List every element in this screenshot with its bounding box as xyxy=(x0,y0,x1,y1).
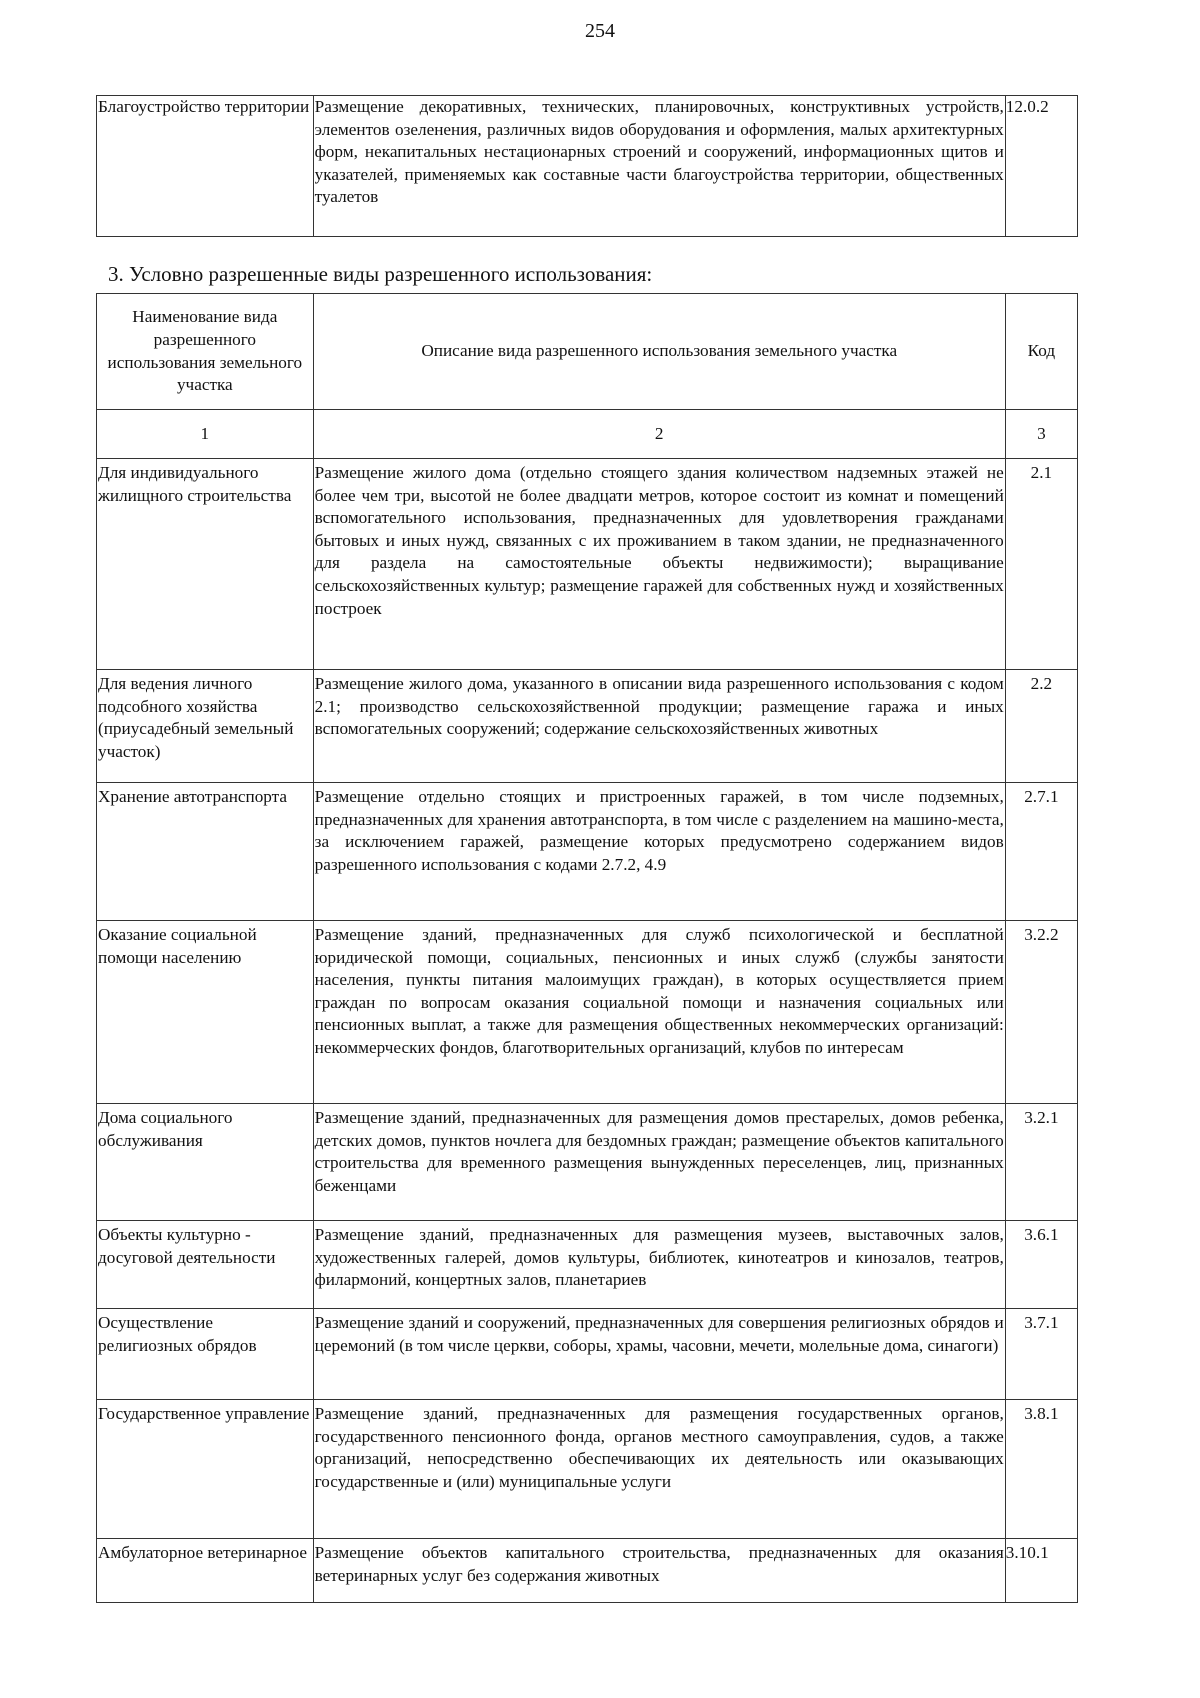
use-description-cell: Размещение декоративных, технических, планировочных, конструктивных устройств, элементов озеленения, различных видов оборудования и оформления, малых архитектурных форм, некапитальных нестационарных строений и сооружений, информационных щитов и указателей, применяемых как составные части благоустройства территории, общественных туалетов xyxy=(313,96,1005,237)
use-name-cell: Амбулаторное ветеринарное xyxy=(97,1539,314,1603)
use-description-cell: Размещение зданий, предназначенных для размещения государственных органов, государственного пенсионного фонда, органов местного самоуправления, судов, а также организаций, непосредственно обеспечивающих их деятельность или оказывающих государственные и (или) муниципальные услуги xyxy=(313,1400,1005,1539)
column-number: 3 xyxy=(1005,410,1077,459)
table-row xyxy=(97,670,1078,783)
column-numbers-row xyxy=(97,410,1078,459)
column-number: 2 xyxy=(313,410,1005,459)
table-row xyxy=(97,783,1078,921)
use-description-cell: Размещение зданий и сооружений, предназначенных для совершения религиозных обрядов и церемоний (в том числе церкви, соборы, храмы, часовни, мечети, молельные дома, синагоги) xyxy=(313,1309,1005,1400)
use-description-cell: Размещение отдельно стоящих и пристроенных гаражей, в том числе подземных, предназначенных для хранения автотранспорта, в том числе с разделением на машино-места, за исключением гаражей, размещение которых предусмотрено содержанием видов разрешенного использования с кодами 2.7.2, 4.9 xyxy=(313,783,1005,921)
use-code-cell: 3.8.1 xyxy=(1005,1400,1077,1539)
page-number: 254 xyxy=(585,20,615,42)
use-name-cell: Благоустройство территории xyxy=(97,96,314,237)
use-name-cell: Государственное управление xyxy=(97,1400,314,1539)
section-heading: 3. Условно разрешенные виды разрешенного использования: xyxy=(108,262,653,286)
table-row xyxy=(97,1400,1078,1539)
header-description: Описание вида разрешенного использования земельного участка xyxy=(313,294,1005,410)
use-description-cell: Размещение зданий, предназначенных для размещения музеев, выставочных залов, художественных галерей, домов культуры, библиотек, кинотеатров и кинозалов, театров, филармоний, концертных залов, планетариев xyxy=(313,1221,1005,1309)
conditional-uses-table xyxy=(96,293,1078,1603)
use-code-cell: 2.7.1 xyxy=(1005,783,1077,921)
use-code-cell: 2.2 xyxy=(1005,670,1077,783)
use-description-cell: Размещение зданий, предназначенных для размещения домов престарелых, домов ребенка, детских домов, пунктов ночлега для бездомных граждан; размещение объектов капитального строительства для временного размещения вынужденных переселенцев, лиц, признанных беженцами xyxy=(313,1104,1005,1221)
use-name-cell: Дома социального обслуживания xyxy=(97,1104,314,1221)
use-description-cell: Размещение зданий, предназначенных для служб психологической и бесплатной юридической помощи, социальных, пенсионных и иных служб (службы занятости населения, пункты питания малоимущих граждан), в которых осуществляется прием граждан по вопросам оказания социальной помощи и назначения социальных или пенсионных выплат, а также для размещения общественных некоммерческих организаций: некоммерческих фондов, благотворительных организаций, клубов по интересам xyxy=(313,921,1005,1104)
use-code-cell: 2.1 xyxy=(1005,459,1077,670)
use-code-cell: 3.2.2 xyxy=(1005,921,1077,1104)
column-number: 1 xyxy=(97,410,314,459)
use-description-cell: Размещение жилого дома, указанного в описании вида разрешенного использования с кодом 2.1; производство сельскохозяйственной продукции; размещение гаража и иных вспомогательных сооружений; содержание сельскохозяйственных животных xyxy=(313,670,1005,783)
table-row xyxy=(97,459,1078,670)
use-code-cell: 3.10.1 xyxy=(1005,1539,1077,1603)
continued-table xyxy=(96,95,1078,237)
use-name-cell: Осуществление религиозных обрядов xyxy=(97,1309,314,1400)
table-row xyxy=(97,96,1078,237)
table-row xyxy=(97,1309,1078,1400)
table-header-row xyxy=(97,294,1078,410)
header-code: Код xyxy=(1005,294,1077,410)
use-name-cell: Для индивидуального жилищного строительства xyxy=(97,459,314,670)
use-name-cell: Для ведения личного подсобного хозяйства (приусадебный земельный участок) xyxy=(97,670,314,783)
table-row xyxy=(97,1104,1078,1221)
header-name: Наименование вида разрешенного использования земельного участка xyxy=(97,294,314,410)
use-code-cell: 12.0.2 xyxy=(1005,96,1077,237)
table-row xyxy=(97,1539,1078,1603)
use-name-cell: Оказание социальной помощи населению xyxy=(97,921,314,1104)
table-row xyxy=(97,921,1078,1104)
use-description-cell: Размещение жилого дома (отдельно стоящего здания количеством надземных этажей не более чем три, высотой не более двадцати метров, которое состоит из комнат и помещений вспомогательного использования, предназначенных для удовлетворения гражданами бытовых и иных нужд, связанных с их проживанием в таком здании, не предназначенного для раздела на самостоятельные объекты недвижимости); выращивание сельскохозяйственных культур; размещение гаражей для собственных нужд и хозяйственных построек xyxy=(313,459,1005,670)
use-code-cell: 3.2.1 xyxy=(1005,1104,1077,1221)
table-row xyxy=(97,1221,1078,1309)
use-code-cell: 3.7.1 xyxy=(1005,1309,1077,1400)
use-code-cell: 3.6.1 xyxy=(1005,1221,1077,1309)
use-name-cell: Хранение автотранспорта xyxy=(97,783,314,921)
use-description-cell: Размещение объектов капитального строительства, предназначенных для оказания ветеринарных услуг без содержания животных xyxy=(313,1539,1005,1603)
use-name-cell: Объекты культурно - досуговой деятельности xyxy=(97,1221,314,1309)
